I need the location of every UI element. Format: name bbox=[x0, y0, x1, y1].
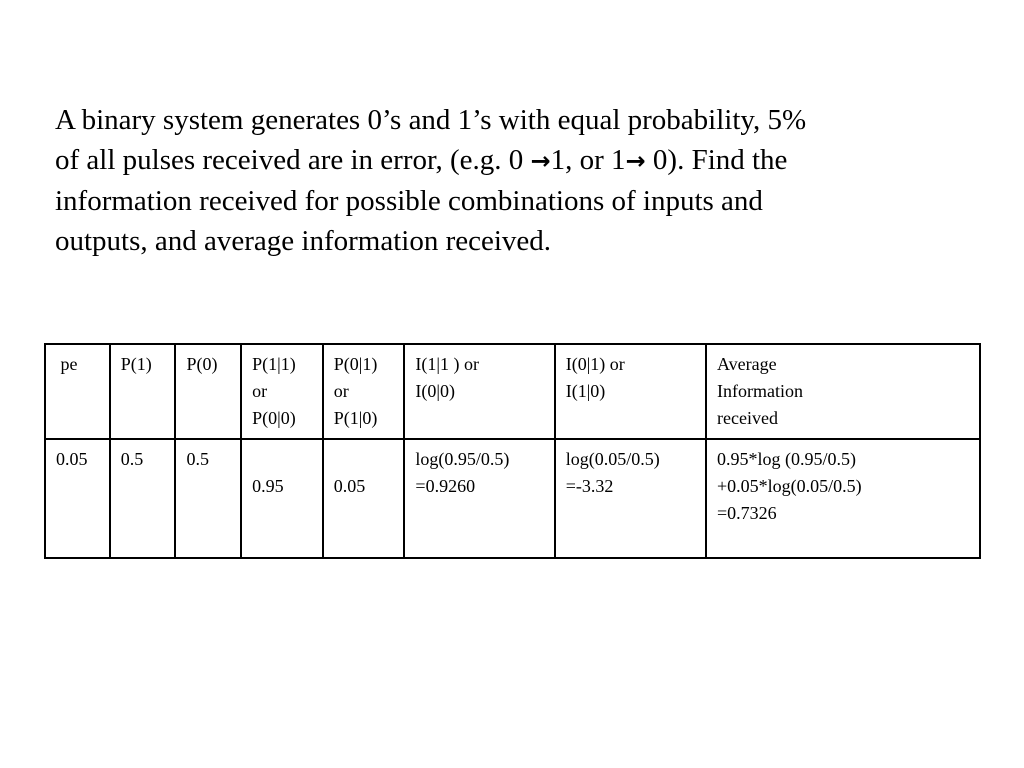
cell-p01: 0.05 bbox=[323, 439, 405, 558]
header-i01-line-2: I(1|0) bbox=[565, 381, 606, 401]
cell-i01-line-1: log(0.05/0.5) bbox=[565, 449, 660, 469]
right-arrow-icon: → bbox=[530, 147, 551, 175]
header-avg-line-2: Information bbox=[717, 381, 803, 401]
header-p01-line-3: P(1|0) bbox=[333, 408, 378, 428]
table-row bbox=[45, 439, 980, 558]
problem-line-2-part-a: of all pulses received are in error, (e.g. 0 bbox=[55, 144, 531, 176]
problem-line-2-part-c: 0). Find the bbox=[645, 144, 788, 176]
cell-avg-line-2: +0.05*log(0.05/0.5) bbox=[717, 476, 862, 496]
header-p1: P(1) bbox=[110, 344, 176, 439]
problem-line-4: outputs, and average information received. bbox=[55, 225, 552, 257]
table-header-row bbox=[45, 344, 980, 439]
problem-line-2-part-b: 1, or 1 bbox=[550, 144, 626, 176]
cell-avg-line-1: 0.95*log (0.95/0.5) bbox=[717, 449, 856, 469]
cell-i11-line-1: log(0.95/0.5) bbox=[415, 449, 510, 469]
header-p11-line-3: P(0|0) bbox=[252, 408, 296, 428]
right-arrow-icon: → bbox=[625, 147, 646, 175]
header-i01-or-i10 bbox=[555, 344, 706, 439]
header-i11-or-i00 bbox=[404, 344, 554, 439]
header-p11-line-2: or bbox=[252, 381, 268, 401]
cell-i01-line-2: =-3.32 bbox=[565, 476, 614, 496]
cell-p0: 0.5 bbox=[175, 439, 241, 558]
problem-line-2 bbox=[55, 140, 975, 181]
header-i01-line-1: I(0|1) or bbox=[565, 354, 625, 374]
header-average-information bbox=[706, 344, 980, 439]
header-pe-label: pe bbox=[56, 354, 78, 374]
header-pe bbox=[45, 344, 110, 439]
header-p11-line-1: P(1|1) bbox=[252, 354, 296, 374]
cell-average-information bbox=[706, 439, 980, 558]
header-p0: P(0) bbox=[175, 344, 241, 439]
header-p01-line-1: P(0|1) bbox=[333, 354, 378, 374]
problem-statement bbox=[55, 100, 975, 261]
header-i11-line-1: I(1|1 ) or bbox=[415, 354, 480, 374]
problem-line-3: information received for possible combinations of inputs and bbox=[55, 185, 763, 217]
problem-line-1: A binary system generates 0’s and 1’s with equal probability, 5% bbox=[55, 104, 807, 136]
cell-i11 bbox=[404, 439, 554, 558]
cell-i01 bbox=[555, 439, 706, 558]
cell-p11: 0.95 bbox=[241, 439, 323, 558]
header-avg-line-3: received bbox=[717, 408, 778, 428]
header-p01-or-p10 bbox=[323, 344, 405, 439]
header-avg-line-1: Average bbox=[717, 354, 777, 374]
header-i11-line-2: I(0|0) bbox=[415, 381, 456, 401]
cell-pe: 0.05 bbox=[45, 439, 110, 558]
cell-avg-line-3: =0.7326 bbox=[717, 503, 777, 523]
cell-p1: 0.5 bbox=[110, 439, 176, 558]
header-p11-or-p00 bbox=[241, 344, 323, 439]
information-table bbox=[44, 343, 981, 559]
cell-i11-line-2: =0.9260 bbox=[415, 476, 476, 496]
header-p01-line-2: or bbox=[333, 381, 349, 401]
